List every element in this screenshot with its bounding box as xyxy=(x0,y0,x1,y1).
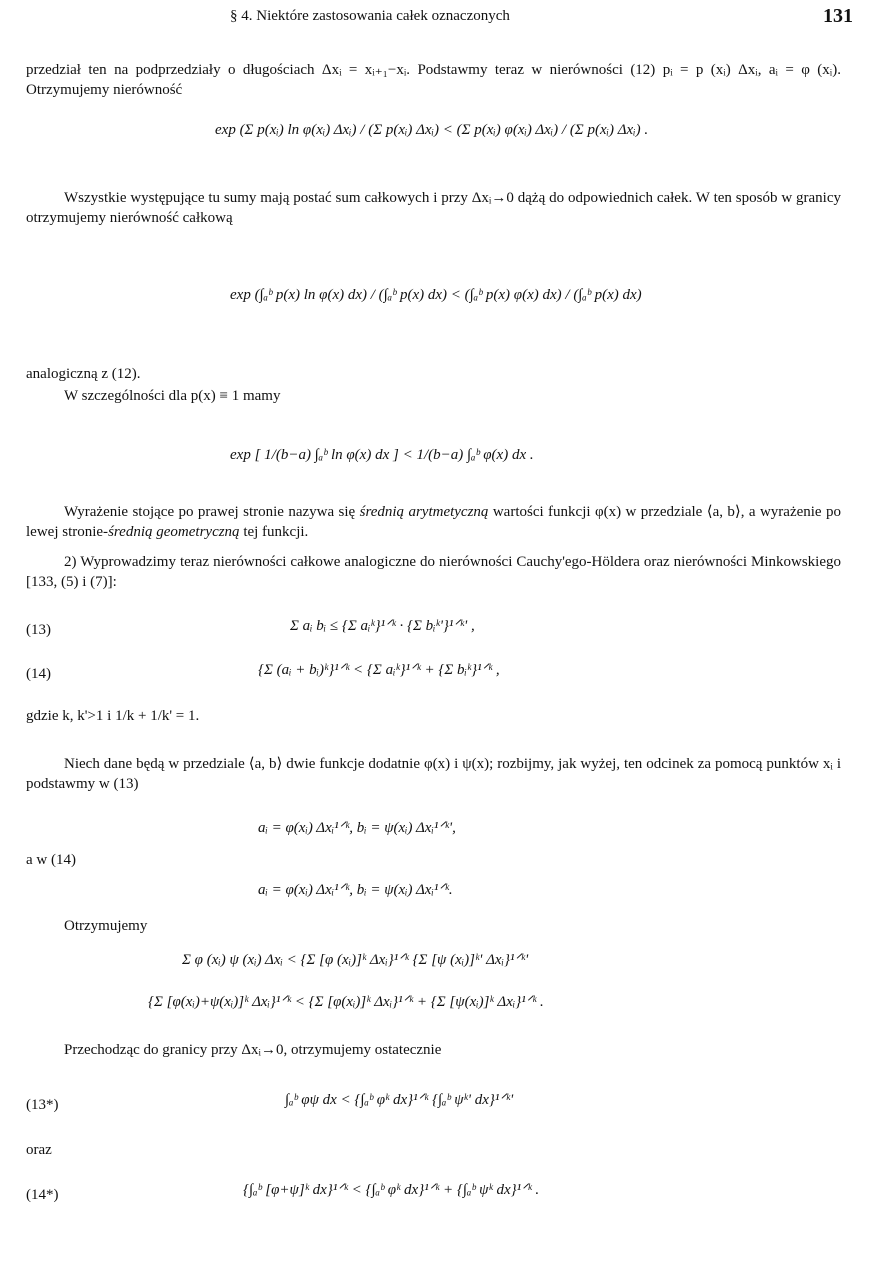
paragraph-exponents: gdzie k, k'>1 i 1/k + 1/k' = 1. xyxy=(26,708,200,724)
equation-label-14: (14) xyxy=(26,666,51,682)
equation-result-sum-2: {Σ [φ(xᵢ)+ψ(xᵢ)]ᵏ Δxᵢ}¹ᐟᵏ < {Σ [φ(xᵢ)]ᵏ Δxᵢ}¹ᐟᵏ + {Σ [ψ(xᵢ)]ᵏ Δxᵢ}¹ᐟᵏ . xyxy=(148,994,544,1010)
equation-geometric-mean: exp [ 1/(b−a) ∫ₐᵇ ln φ(x) dx ] < 1/(b−a) ∫ₐᵇ φ(x) dx . xyxy=(230,447,534,463)
term-geometric-mean: średnią geometryczną xyxy=(108,524,240,541)
equation-label-13: (13) xyxy=(26,622,51,638)
paragraph-analog: analogiczną z (12). xyxy=(26,366,141,382)
term-arithmetic-mean: średnią arytmetyczną xyxy=(359,504,489,520)
equation-substitution-14: aᵢ = φ(xᵢ) Δxᵢ¹ᐟᵏ, bᵢ = ψ(xᵢ) Δxᵢ¹ᐟᵏ. xyxy=(258,882,453,898)
equation-label-13-star: (13*) xyxy=(26,1097,59,1113)
paragraph-holder-minkowski: 2) Wyprowadzimy teraz nierówności całkowe analogiczne do nierówności Cauchy'ego-Höldera oraz nierówności Minkowskiego [133, (5) i (7)]: xyxy=(26,554,841,591)
chapter-title: § 4. Niektóre zastosowania całek oznaczonych xyxy=(230,8,510,24)
paragraph-final-limit: Przechodząc do granicy przy Δxᵢ→0, otrzymujemy ostatecznie xyxy=(64,1042,442,1058)
paragraph-oraz: oraz xyxy=(26,1142,52,1158)
paragraph-and-in-14: a w (14) xyxy=(26,852,76,868)
equation-13-star: ∫ₐᵇ φψ dx < {∫ₐᵇ φᵏ dx}¹ᐟᵏ {∫ₐᵇ ψᵏ' dx}¹ᐟᵏ' xyxy=(285,1092,514,1108)
running-header xyxy=(40,6,853,30)
equation-label-14-star: (14*) xyxy=(26,1187,59,1203)
text-segment: Wyrażenie stojące po prawej stronie nazywa się xyxy=(64,504,360,520)
paragraph-substitution: Niech dane będą w przedziale ⟨a, b⟩ dwie funkcje dodatnie φ(x) i ψ(x); rozbijmy, jak wyżej, ten odcinek za pomocą punktów xᵢ i podstawmy w (13) xyxy=(26,756,841,793)
paragraph-special-case: W szczególności dla p(x) ≡ 1 mamy xyxy=(64,388,281,404)
equation-substitution-13: aᵢ = φ(xᵢ) Δxᵢ¹ᐟᵏ, bᵢ = ψ(xᵢ) Δxᵢ¹ᐟᵏ', xyxy=(258,820,456,836)
paragraph-intro: przedział ten na podprzedziały o długościach Δxᵢ = xᵢ₊₁−xᵢ. Podstawmy teraz w nierówności (12) pᵢ = p (xᵢ) Δxᵢ, aᵢ = φ (xᵢ). Otrzymujemy nierówność xyxy=(26,62,841,99)
equation-14: {Σ (aᵢ + bᵢ)ᵏ}¹ᐟᵏ < {Σ aᵢᵏ}¹ᐟᵏ + {Σ bᵢᵏ}¹ᐟᵏ , xyxy=(258,662,500,678)
equation-integral-exp: exp (∫ₐᵇ p(x) ln φ(x) dx) / (∫ₐᵇ p(x) dx) < (∫ₐᵇ p(x) φ(x) dx) / (∫ₐᵇ p(x) dx) xyxy=(230,287,642,303)
paragraph-means xyxy=(26,502,841,543)
paragraph-limit: Wszystkie występujące tu sumy mają postać sum całkowych i przy Δxᵢ→0 dążą do odpowiednich całek. W ten sposób w granicy otrzymujemy nierówność całkową xyxy=(26,190,841,227)
equation-13: Σ aᵢ bᵢ ≤ {Σ aᵢᵏ}¹ᐟᵏ · {Σ bᵢᵏ'}¹ᐟᵏ' , xyxy=(290,618,475,634)
paragraph-we-obtain: Otrzymujemy xyxy=(64,918,148,934)
equation-sum-exp: exp (Σ p(xᵢ) ln φ(xᵢ) Δxᵢ) / (Σ p(xᵢ) Δxᵢ) < (Σ p(xᵢ) φ(xᵢ) Δxᵢ) / (Σ p(xᵢ) Δxᵢ) . xyxy=(215,122,649,138)
text-segment: tej funkcji. xyxy=(239,524,309,541)
equation-result-sum-1: Σ φ (xᵢ) ψ (xᵢ) Δxᵢ < {Σ [φ (xᵢ)]ᵏ Δxᵢ}¹ᐟᵏ {Σ [ψ (xᵢ)]ᵏ' Δxᵢ}¹ᐟᵏ' xyxy=(182,952,529,968)
page-number: 131 xyxy=(823,5,853,27)
equation-14-star: {∫ₐᵇ [φ+ψ]ᵏ dx}¹ᐟᵏ < {∫ₐᵇ φᵏ dx}¹ᐟᵏ + {∫ₐᵇ ψᵏ dx}¹ᐟᵏ . xyxy=(243,1182,540,1198)
text-segment: wartości funkcji φ(x) w przedziale ⟨a, b⟩, a wyrażenie po lewej stronie- xyxy=(26,504,841,541)
